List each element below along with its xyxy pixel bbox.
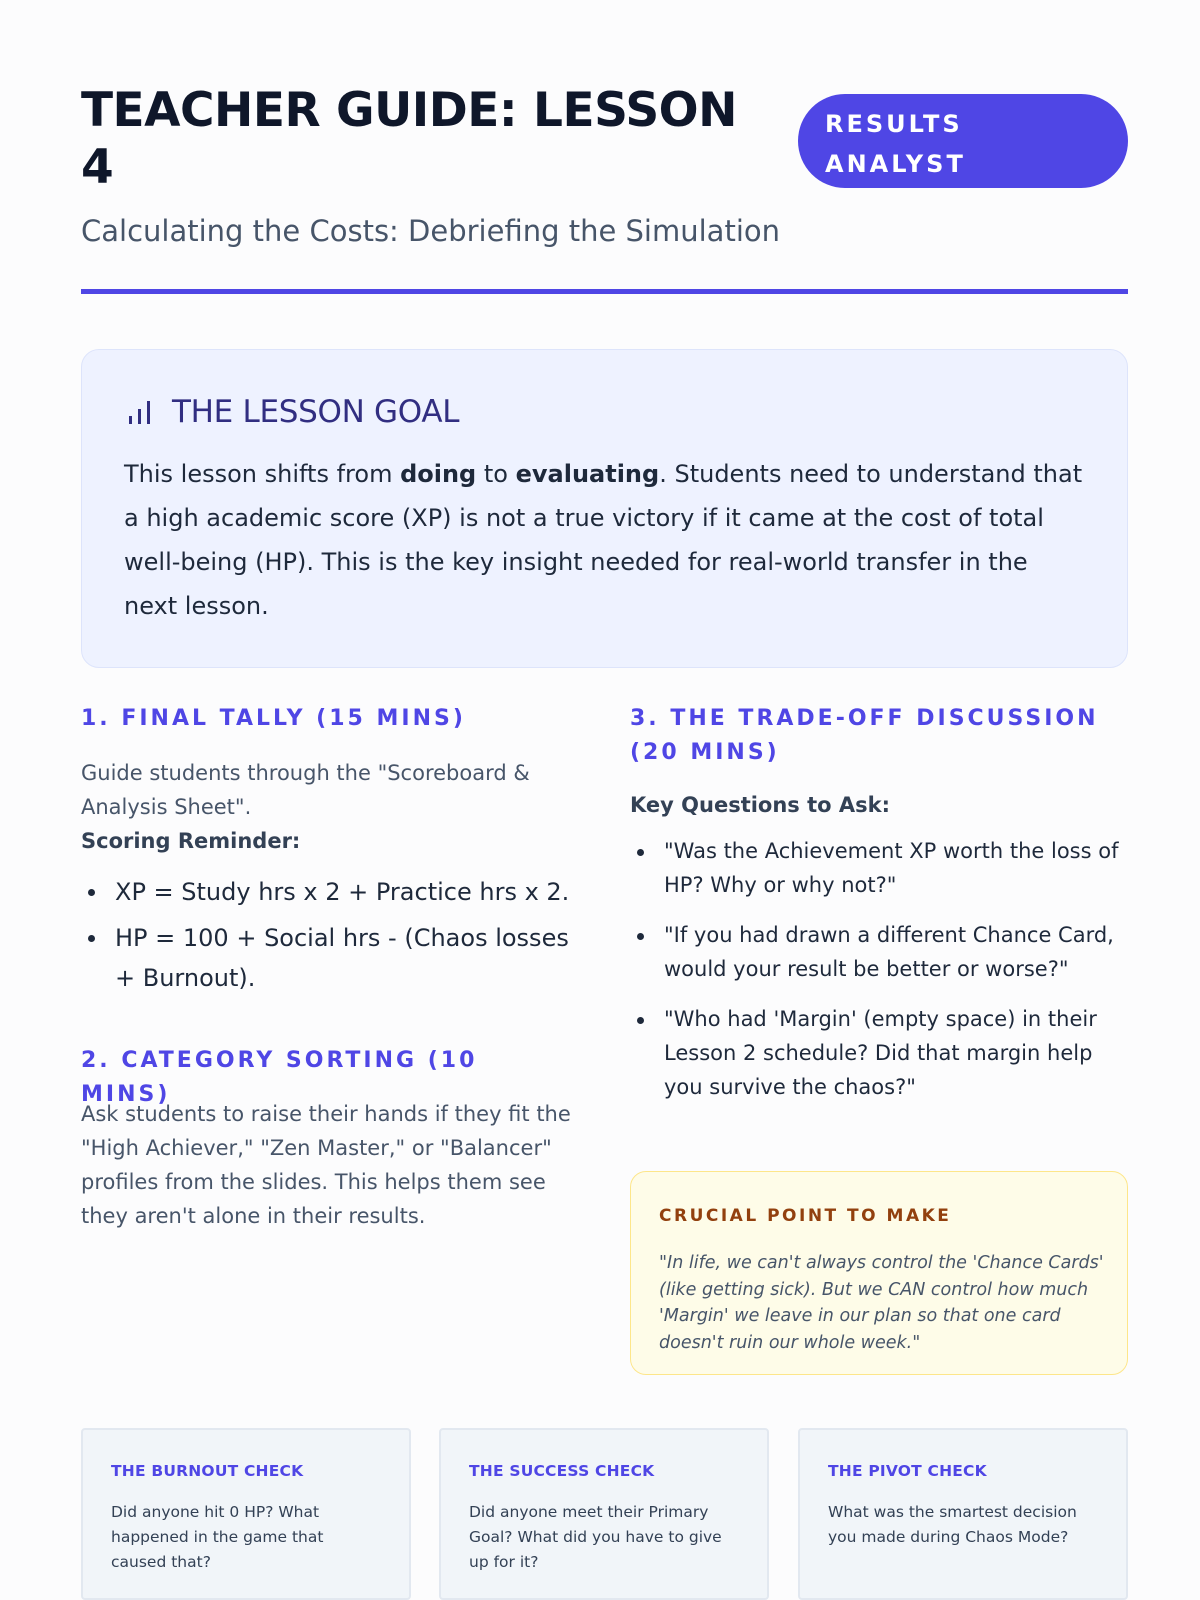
crucial-point-title: CRUCIAL POINT TO MAKE [659, 1206, 952, 1226]
section-category-sorting-title: 2. CATEGORY SORTING (10 MINS) [81, 1048, 478, 1107]
crucial-point-quote: "In life, we can't always control the 'Chance Cards' (like getting sick). But we CAN control how much 'Margin' we leave in our plan so that one card doesn't ruin our whole week." [659, 1253, 1104, 1353]
lesson-goal-box [81, 349, 1128, 668]
lesson-goal-title: THE LESSON GOAL [172, 394, 460, 430]
role-badge: RESULTS ANALYST [798, 94, 1128, 188]
list-item: HP = 100 + Social hrs - (Chaos losses + Burnout). [81, 918, 571, 998]
card-text: What was the smartest decision you made during Chaos Mode? [828, 1503, 1077, 1546]
list-item: XP = Study hrs x 2 + Practice hrs x 2. [81, 872, 571, 912]
lesson-goal-text: This lesson shifts from doing to evaluating. Students need to understand that a high academic score (XP) is not a true victory if it came at the cost of total well-being (HP). This is the key insight needed for real-world transfer in the next lesson. [124, 460, 1083, 620]
category-sorting-text: Ask students to raise their hands if they fit the "High Achiever," "Zen Master," or "Balancer" profiles from the slides. This helps them see they aren't alone in their results. [81, 1102, 571, 1228]
card-title: THE BURNOUT CHECK [111, 1462, 304, 1480]
page-title: TEACHER GUIDE: LESSON 4 [81, 83, 737, 195]
section-trade-off-title: 3. THE TRADE-OFF DISCUSSION (20 MINS) [630, 706, 1099, 765]
card-text: Did anyone meet their Primary Goal? What did you have to give up for it? [469, 1503, 722, 1571]
bar-chart-icon [126, 399, 154, 425]
key-questions-list [630, 834, 1128, 1120]
section-final-tally-title: 1. FINAL TALLY (15 MINS) [81, 706, 466, 731]
pivot-check-card [798, 1428, 1128, 1600]
success-check-card [439, 1428, 769, 1600]
list-item: "If you had drawn a different Chance Card, would your result be better or worse?" [630, 918, 1128, 986]
lesson-goal-header [126, 394, 459, 430]
crucial-point-box [630, 1171, 1128, 1375]
header-divider [81, 289, 1128, 294]
burnout-check-card [81, 1428, 411, 1600]
card-text: Did anyone hit 0 HP? What happened in the game that caused that? [111, 1503, 324, 1571]
key-questions-label: Key Questions to Ask: [630, 793, 891, 817]
list-item: "Was the Achievement XP worth the loss of HP? Why or why not?" [630, 834, 1128, 902]
scoring-reminder-list [81, 872, 571, 1004]
final-tally-intro: Guide students through the "Scoreboard & Analysis Sheet". Scoring Reminder: [81, 761, 530, 853]
card-title: THE SUCCESS CHECK [469, 1462, 655, 1480]
teacher-guide-page [81, 0, 1128, 1600]
card-title: THE PIVOT CHECK [828, 1462, 987, 1480]
page-subtitle: Calculating the Costs: Debriefing the Simulation [81, 214, 781, 248]
list-item: "Who had 'Margin' (empty space) in their Lesson 2 schedule? Did that margin help you survive the chaos?" [630, 1002, 1128, 1104]
